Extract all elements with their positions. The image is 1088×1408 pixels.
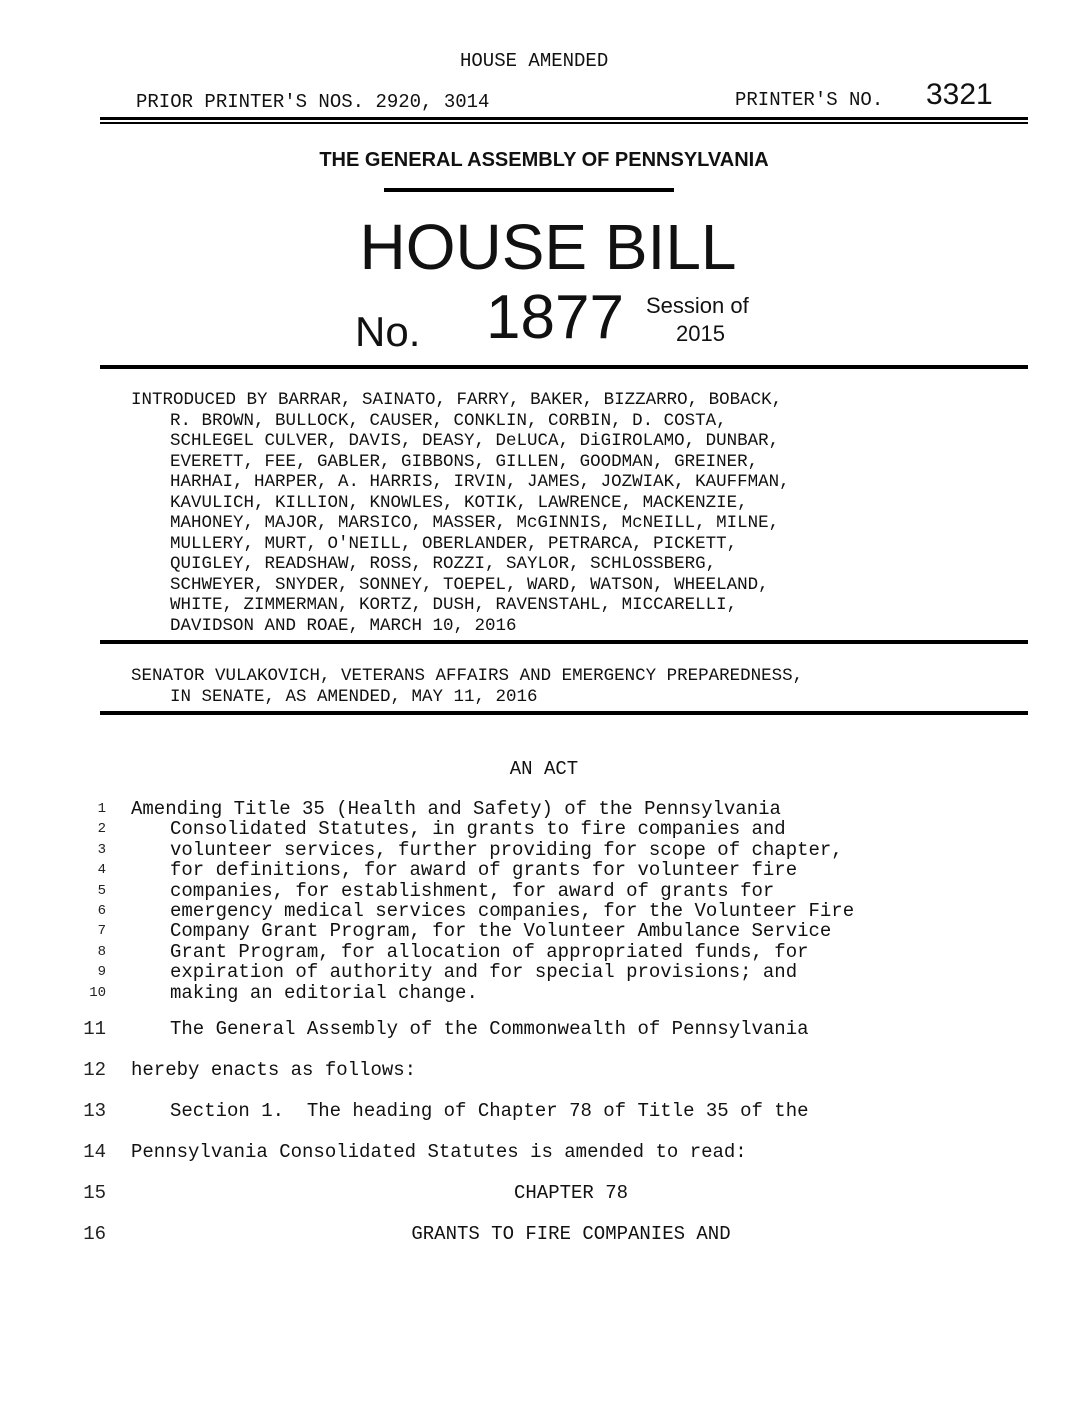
prior-printers-numbers: PRIOR PRINTER'S NOS. 2920, 3014	[136, 91, 490, 113]
sponsor-line: DAVIDSON AND ROAE, MARCH 10, 2016	[170, 615, 517, 636]
bill-type: HOUSE BILL	[359, 211, 737, 283]
line-number: 13	[83, 1100, 106, 1122]
act-body-line: Section 1. The heading of Chapter 78 of Title 35 of the	[170, 1100, 809, 1122]
act-body-line: GRANTS TO FIRE COMPANIES AND	[411, 1223, 731, 1245]
act-title-line: emergency medical services companies, for the Volunteer Fire	[170, 900, 855, 922]
sponsor-line: HARHAI, HARPER, A. HARRIS, IRVIN, JAMES, JOZWIAK, KAUFFMAN,	[170, 472, 790, 492]
line-number: 5	[97, 882, 106, 899]
act-title-line: volunteer services, further providing for scope of chapter,	[170, 838, 843, 861]
act-body-line: CHAPTER 78	[513, 1182, 629, 1204]
title-rule	[100, 365, 1028, 369]
senate-line: SENATOR VULAKOVICH, VETERANS AFFAIRS AND EMERGENCY PREPAREDNESS,	[131, 666, 804, 686]
bill-number: 1877	[486, 283, 624, 352]
line-number: 11	[83, 1018, 106, 1040]
line-number: 15	[83, 1182, 106, 1204]
act-body-line: Pennsylvania Consolidated Statutes is amended to read:	[131, 1141, 747, 1163]
printers-no-value: 3321	[926, 78, 993, 111]
sponsor-line: SCHLEGEL CULVER, DAVIS, DEASY, DeLUCA, DiGIROLAMO, DUNBAR,	[170, 431, 780, 451]
act-body-line: The General Assembly of the Commonwealth of Pennsylvania	[170, 1018, 809, 1040]
session-label: Session of	[646, 293, 749, 318]
act-heading: AN ACT	[509, 758, 579, 780]
line-number: 3	[97, 841, 106, 858]
act-title-line: Grant Program, for allocation of appropriated funds, for	[170, 940, 809, 963]
sponsor-line: MULLERY, MURT, O'NEILL, OBERLANDER, PETRARCA, PICKETT,	[170, 533, 738, 554]
title-divider	[384, 188, 674, 192]
sponsor-line: MAHONEY, MAJOR, MARSICO, MASSER, McGINNIS, McNEILL, MILNE,	[170, 513, 780, 533]
act-title-line: Company Grant Program, for the Volunteer Ambulance Service	[170, 920, 832, 943]
session-year: 2015	[676, 321, 725, 346]
senate-rule	[100, 711, 1028, 715]
line-number: 16	[83, 1223, 106, 1245]
sponsors-rule	[100, 640, 1028, 644]
senate-line: IN SENATE, AS AMENDED, MAY 11, 2016	[170, 687, 538, 707]
line-number: 6	[97, 903, 106, 919]
act-title-line: Consolidated Statutes, in grants to fire companies and	[170, 818, 786, 841]
sponsor-line: INTRODUCED BY BARRAR, SAINATO, FARRY, BAKER, BIZZARRO, BOBACK,	[131, 390, 783, 410]
line-number: 7	[97, 923, 106, 940]
line-number: 4	[97, 862, 106, 879]
act-title-line: Amending Title 35 (Health and Safety) of the Pennsylvania	[131, 798, 781, 820]
line-number: 1	[97, 801, 106, 817]
act-title-line: for definitions, for award of grants for volunteer fire	[170, 859, 798, 882]
sponsor-line: QUIGLEY, READSHAW, ROSS, ROZZI, SAYLOR, SCHLOSSBERG,	[170, 554, 717, 574]
line-number: 9	[97, 964, 106, 981]
line-number: 12	[83, 1059, 106, 1081]
header-rule-top	[100, 117, 1028, 120]
line-number: 2	[97, 821, 106, 838]
act-title-line: making an editorial change.	[170, 981, 478, 1004]
sponsor-line: SCHWEYER, SNYDER, SONNEY, TOEPEL, WARD, WATSON, WHEELAND,	[170, 574, 769, 595]
sponsor-line: WHITE, ZIMMERMAN, KORTZ, DUSH, RAVENSTAHL, MICCARELLI,	[170, 595, 738, 615]
bill-no-label: No.	[355, 308, 421, 355]
line-number: 8	[97, 943, 106, 960]
sponsor-line: KAVULICH, KILLION, KNOWLES, KOTIK, LAWRENCE, MACKENZIE,	[170, 492, 748, 513]
printers-no-label: PRINTER'S NO.	[735, 89, 884, 111]
amended-status: HOUSE AMENDED	[460, 50, 609, 72]
assembly-title: THE GENERAL ASSEMBLY OF PENNSYLVANIA	[319, 149, 769, 171]
sponsor-line: EVERETT, FEE, GABLER, GIBBONS, GILLEN, GOODMAN, GREINER,	[170, 451, 759, 472]
act-title-line: expiration of authority and for special provisions; and	[170, 961, 798, 984]
line-number: 14	[83, 1141, 106, 1163]
line-number: 10	[89, 984, 106, 1001]
act-body-line: hereby enacts as follows:	[131, 1059, 417, 1081]
header-rule-bottom	[100, 122, 1028, 124]
sponsor-line: R. BROWN, BULLOCK, CAUSER, CONKLIN, CORBIN, D. COSTA,	[170, 410, 727, 431]
act-title-line: companies, for establishment, for award of grants for	[170, 879, 775, 902]
